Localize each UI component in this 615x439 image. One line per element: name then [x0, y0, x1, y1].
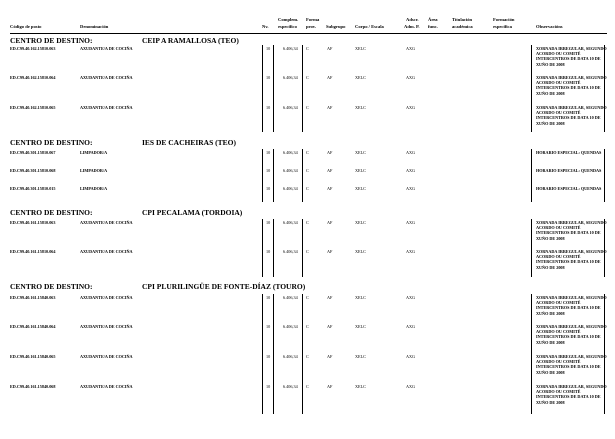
cell-adscription: AXG	[406, 75, 416, 80]
cell-subgroup: AF	[327, 384, 333, 389]
cell-complement: 6.406,34	[283, 150, 298, 155]
cell-form: C	[306, 324, 309, 329]
center-title	[10, 208, 607, 218]
column-divider	[262, 149, 263, 202]
cell-level: 10	[266, 105, 271, 110]
cell-code: ED.C99.40.162.15810.064	[10, 75, 56, 80]
cell-code: ED.C99.40.161.15840.064	[10, 324, 56, 329]
cell-denomination: AXUDANTE/A DE COCIÑA	[80, 75, 133, 80]
cell-observations: XORNADA IRREGULAR, SEGUNDO ACORDO OU COMITÉ INTERCENTROS DE DATA 10 DE XUÑO DE 2008	[536, 384, 607, 405]
cell-subgroup: AF	[327, 168, 333, 173]
center-name: CEIP A RAMALLOSA (TEO)	[142, 36, 239, 45]
cell-code: ED.C99.40.161.15840.063	[10, 295, 56, 300]
cell-adscription: AXG	[406, 354, 416, 359]
col-header-training-b: específica	[493, 24, 512, 29]
cell-subgroup: AF	[327, 75, 333, 80]
cell-code: ED.C99.40.301.15810.067	[10, 150, 56, 155]
cell-complement: 6.406,34	[283, 249, 298, 254]
cell-form: C	[306, 105, 309, 110]
cell-denomination: AXUDANTE/A DE COCIÑA	[80, 220, 133, 225]
cell-complement: 6.406,34	[283, 384, 298, 389]
col-header-denomination: Denominación	[80, 24, 109, 29]
cell-observations: XORNADA IRREGULAR, SEGUNDO ACORDO OU COMITÉ INTERCENTROS DE DATA 10 DE XUÑO DE 2008	[536, 75, 607, 96]
cell-denomination: AXUDANTE/A DE COCIÑA	[80, 105, 133, 110]
cell-level: 10	[266, 150, 271, 155]
cell-level: 10	[266, 249, 271, 254]
cell-observations: XORNADA IRREGULAR, SEGUNDO ACORDO OU COMITÉ INTERCENTROS DE DATA 10 DE XUÑO DE 2008	[536, 249, 607, 270]
cell-complement: 6.406,34	[283, 295, 298, 300]
column-divider	[262, 45, 263, 132]
cell-corps: XELC	[355, 220, 366, 225]
cell-complement: 6.406,34	[283, 75, 298, 80]
column-divider	[604, 219, 605, 277]
cell-observations: XORNADA IRREGULAR, SEGUNDO ACORDO OU COMITÉ INTERCENTROS DE DATA 10 DE XUÑO DE 2008	[536, 295, 607, 316]
column-divider	[273, 219, 274, 277]
cell-observations: HORARIO ESPECIAL: QUENDAS	[536, 150, 602, 155]
col-header-training-a: Formación	[493, 17, 515, 22]
column-divider	[531, 149, 532, 202]
column-divider	[273, 149, 274, 202]
cell-denomination: AXUDANTE/A DE COCIÑA	[80, 384, 133, 389]
cell-subgroup: AF	[327, 295, 333, 300]
cell-observations: XORNADA IRREGULAR, SEGUNDO ACORDO OU COMITÉ INTERCENTROS DE DATA 10 DE XUÑO DE 2008	[536, 354, 607, 375]
center-label: CENTRO DE DESTINO:	[10, 208, 93, 217]
cell-corps: XELC	[355, 105, 366, 110]
cell-level: 10	[266, 186, 271, 191]
cell-form: C	[306, 168, 309, 173]
col-header-area-a: Área	[428, 17, 438, 22]
cell-form: C	[306, 46, 309, 51]
col-header-level: Nv.	[262, 24, 269, 29]
cell-adscription: AXG	[406, 249, 416, 254]
cell-denomination: AXUDANTE/A DE COCIÑA	[80, 324, 133, 329]
cell-complement: 6.406,34	[283, 46, 298, 51]
cell-code: ED.C99.40.162.15810.065	[10, 105, 56, 110]
cell-adscription: AXG	[406, 46, 416, 51]
cell-complement: 6.406,34	[283, 220, 298, 225]
col-header-subgroup: Subgrupo	[326, 24, 346, 29]
center-title	[10, 282, 607, 292]
column-divider	[273, 294, 274, 414]
cell-adscription: AXG	[406, 295, 416, 300]
column-divider	[302, 149, 303, 202]
cell-complement: 6.406,34	[283, 186, 298, 191]
cell-observations: XORNADA IRREGULAR, SEGUNDO ACORDO OU COMITÉ INTERCENTROS DE DATA 10 DE XUÑO DE 2008	[536, 324, 607, 345]
column-divider	[262, 294, 263, 414]
cell-subgroup: AF	[327, 324, 333, 329]
cell-adscription: AXG	[406, 168, 416, 173]
col-header-degree-b: académica	[452, 24, 473, 29]
cell-denomination: AXUDANTE/A DE COCIÑA	[80, 295, 133, 300]
cell-observations: HORARIO ESPECIAL: QUENDAS	[536, 168, 602, 173]
cell-code: ED.C99.40.162.15810.063	[10, 46, 56, 51]
cell-complement: 6.406,34	[283, 354, 298, 359]
cell-subgroup: AF	[327, 354, 333, 359]
table-header	[0, 14, 615, 34]
col-header-code: Código de posto	[10, 24, 42, 29]
cell-code: ED.C99.40.161.15840.065	[10, 354, 56, 359]
column-divider	[302, 219, 303, 277]
cell-corps: XELC	[355, 46, 366, 51]
cell-subgroup: AF	[327, 105, 333, 110]
center-name: CPI PECALAMA (TORDOIA)	[142, 208, 243, 217]
center-title	[10, 36, 607, 46]
cell-form: C	[306, 150, 309, 155]
cell-subgroup: AF	[327, 186, 333, 191]
column-divider	[604, 45, 605, 132]
cell-code: ED.C99.40.301.15810.015	[10, 186, 56, 191]
cell-code: ED.C99.40.301.15810.068	[10, 168, 56, 173]
center-name: CPI PLURILINGÜE DE FONTE-DÍAZ (TOURO)	[142, 282, 306, 291]
cell-denomination: LIMPADOR/A	[80, 168, 108, 173]
cell-form: C	[306, 249, 309, 254]
cell-corps: XELC	[355, 75, 366, 80]
cell-complement: 6.406,34	[283, 168, 298, 173]
column-divider	[531, 219, 532, 277]
col-header-form-a: Forma	[306, 17, 320, 22]
col-header-complement-a: Complem.	[278, 17, 299, 22]
col-header-corps: Corpo / Escala	[355, 24, 384, 29]
cell-corps: XELC	[355, 384, 366, 389]
column-divider	[604, 294, 605, 414]
col-header-degree-a: Titulación	[452, 17, 473, 22]
cell-form: C	[306, 75, 309, 80]
cell-level: 10	[266, 324, 271, 329]
cell-corps: XELC	[355, 168, 366, 173]
cell-adscription: AXG	[406, 324, 416, 329]
cell-level: 10	[266, 384, 271, 389]
column-divider	[604, 149, 605, 202]
cell-subgroup: AF	[327, 220, 333, 225]
column-divider	[531, 294, 532, 414]
center-label: CENTRO DE DESTINO:	[10, 36, 93, 45]
cell-form: C	[306, 354, 309, 359]
header-rule	[10, 33, 607, 34]
col-header-area-b: func.	[428, 24, 438, 29]
cell-subgroup: AF	[327, 150, 333, 155]
center-name: IES DE CACHEIRAS (TEO)	[142, 138, 236, 147]
col-header-form-b: prov.	[306, 24, 316, 29]
cell-corps: XELC	[355, 354, 366, 359]
cell-corps: XELC	[355, 150, 366, 155]
cell-observations: XORNADA IRREGULAR, SEGUNDO ACORDO OU COMITÉ INTERCENTROS DE DATA 10 DE XUÑO DE 2008	[536, 220, 607, 241]
cell-level: 10	[266, 354, 271, 359]
cell-denomination: AXUDANTE/A DE COCIÑA	[80, 354, 133, 359]
cell-level: 10	[266, 75, 271, 80]
col-header-complement-b: específico	[278, 24, 297, 29]
column-divider	[302, 294, 303, 414]
col-header-adscription-b: Adm. P.	[404, 24, 420, 29]
cell-code: ED.C99.40.161.15810.063	[10, 220, 56, 225]
cell-complement: 6.406,34	[283, 105, 298, 110]
cell-level: 10	[266, 220, 271, 225]
cell-subgroup: AF	[327, 46, 333, 51]
cell-corps: XELC	[355, 324, 366, 329]
col-header-observations: Observacións	[536, 24, 563, 29]
column-divider	[531, 45, 532, 132]
cell-observations: XORNADA IRREGULAR, SEGUNDO ACORDO OU COMITÉ INTERCENTROS DE DATA 10 DE XUÑO DE 2008	[536, 105, 607, 126]
cell-observations: XORNADA IRREGULAR, SEGUNDO ACORDO OU COMITÉ INTERCENTROS DE DATA 10 DE XUÑO DE 2008	[536, 46, 607, 67]
column-divider	[262, 219, 263, 277]
cell-level: 10	[266, 46, 271, 51]
cell-level: 10	[266, 168, 271, 173]
cell-form: C	[306, 295, 309, 300]
cell-code: ED.C99.40.161.15810.064	[10, 249, 56, 254]
cell-level: 10	[266, 295, 271, 300]
cell-corps: XELC	[355, 295, 366, 300]
col-header-adscription-a: Adscr.	[406, 17, 419, 22]
cell-denomination: AXUDANTE/A DE COCIÑA	[80, 46, 133, 51]
center-title	[10, 138, 607, 148]
cell-denomination: AXUDANTE/A DE COCIÑA	[80, 249, 133, 254]
cell-form: C	[306, 186, 309, 191]
column-divider	[302, 45, 303, 132]
cell-adscription: AXG	[406, 150, 416, 155]
column-divider	[273, 45, 274, 132]
cell-denomination: LIMPADOR/A	[80, 150, 108, 155]
cell-corps: XELC	[355, 186, 366, 191]
cell-corps: XELC	[355, 249, 366, 254]
center-label: CENTRO DE DESTINO:	[10, 282, 93, 291]
cell-form: C	[306, 220, 309, 225]
cell-form: C	[306, 384, 309, 389]
cell-complement: 6.406,34	[283, 324, 298, 329]
cell-code: ED.C99.40.161.15840.068	[10, 384, 56, 389]
cell-adscription: AXG	[406, 186, 416, 191]
cell-subgroup: AF	[327, 249, 333, 254]
cell-adscription: AXG	[406, 105, 416, 110]
center-label: CENTRO DE DESTINO:	[10, 138, 93, 147]
cell-denomination: LIMPADOR/A	[80, 186, 108, 191]
cell-observations: HORARIO ESPECIAL: QUENDAS	[536, 186, 602, 191]
cell-adscription: AXG	[406, 384, 416, 389]
cell-adscription: AXG	[406, 220, 416, 225]
